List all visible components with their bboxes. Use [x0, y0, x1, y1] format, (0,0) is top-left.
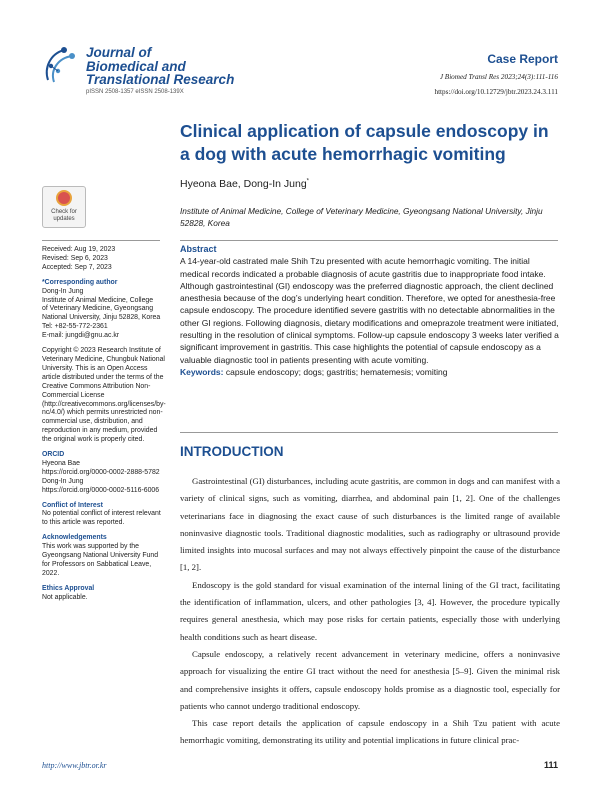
body-paragraph: Endoscopy is the gold standard for visual examination of the internal lining of the GI tract, facilitating the identification of inflammation, ulcers, and other pathologies [3, 4]. However, the procedure typically requires general anesthesia, which may pose risks for certain patients, especially those with underlying health conditions such as heart disease. — [180, 579, 560, 642]
check-updates-line: Check for — [51, 209, 77, 215]
footer-url[interactable]: http://www.jbtr.or.kr — [42, 761, 107, 770]
affiliation: Institute of Animal Medicine, College of Veterinary Medicine, Gyeongsang National University, Jinju 52828, Korea — [180, 206, 543, 228]
ethics-text: Not applicable. — [42, 593, 88, 601]
abstract-text: A 14-year-old castrated male Shih Tzu presented with acute hemorrhagic vomiting. The initial medical records indicated a probable diagnosis of acute gastritis due to inappropriate food intake. Although gastrointestinal (GI) endoscopy was the preferred diagnostic approach, the client declined anesthesia because of the dog’s underlying heart condition. Therefore, we opted for anesthesia-free capsule endoscopy. The procedure identified severe gastritis with no detectable abnormalities in the other GI regions. Following diagnosis, dietary modifications and omeprazole treatment were initiated, resulting in the resolution of clinical symptoms. Follow-up capsule endoscopy 3 weeks later verified a significant improvement in gastritis. This case highlights the potential of capsule endoscopy as a valuable diagnostic tool in patients presenting with acute vomiting. — [180, 256, 559, 365]
keywords — [180, 366, 560, 378]
doi-link[interactable]: https://doi.org/10.12729/jbtr.2023.24.3.111 — [434, 88, 558, 96]
orcid-author: Hyeona Bae — [42, 459, 80, 467]
orcid-heading: ORCID — [42, 451, 65, 459]
journal-logo-icon — [40, 44, 82, 86]
conflict-heading: Conflict of Interest — [42, 501, 103, 509]
corresponding-line: Tel: +82-55-772-2361 — [42, 323, 108, 331]
corresponding-mark: * — [306, 178, 310, 185]
keywords-label: Keywords: — [180, 366, 224, 377]
ethics-section — [42, 585, 166, 603]
sidebar-divider — [42, 240, 160, 241]
conflict-section — [42, 502, 166, 529]
keywords-list: capsule endoscopy; dogs; gastritis; hematemesis; vomiting — [225, 366, 448, 377]
sidebar — [42, 246, 166, 603]
conflict-text: No potential conflict of interest relevant to this article was reported. — [42, 510, 161, 527]
received-date: Received: Aug 19, 2023 — [42, 246, 116, 253]
body-paragraph: Capsule endoscopy, a relatively recent advancement in veterinary medicine, offers a noninvasive approach for visualizing the entire GI tract without the need for anesthesia [5–9]. Given the minimal risk and comprehensive insights it offers, capsule endoscopy holds promise as a diagnostic tool, especially for patients who cannot undergo traditional endoscopy. — [180, 648, 560, 711]
acknowledgements-heading: Acknowledgements — [42, 534, 107, 542]
page-number: 111 — [543, 760, 558, 770]
body-paragraph: This case report details the application of capsule endoscopy in a Shih Tzu patient with acute hemorrhagic vomiting, demonstrating its utility and potential implications in future clinical prac- — [180, 718, 560, 746]
body-paragraph: Gastrointestinal (GI) disturbances, including acute gastritis, are common in dogs and can manifest with a variety of clinical signs, such as vomiting, diarrhea, and abdominal pain [1, 2]. One of the challenges veterinarians face in diagnosing the exact cause of such disturbances is the limited range of available noninvasive diagnostic tools. Traditional diagnostic modalities, such as radiography or ultrasound provide limited insights into mucosal surfaces and may not always effectively pinpoint the cause of the disturbance [1, 2]. — [180, 476, 560, 573]
section-divider — [180, 432, 558, 433]
corresponding-line: Institute of Animal Medicine, College — [42, 296, 154, 304]
check-for-updates-button[interactable] — [42, 186, 86, 228]
journal-name-line: Journal of — [86, 45, 152, 60]
issn: pISSN 2508-1357 eISSN 2508-139X — [86, 89, 184, 95]
article-title: Clinical application of capsule endoscopy in a dog with acute hemorrhagic vomiting — [180, 121, 549, 164]
acknowledgements-text: This work was supported by the Gyeongsang National University Fund for Professors on Sabbatical Leave, 2022. — [42, 543, 159, 577]
abstract — [180, 243, 560, 378]
copyright-notice: Copyright © 2023 Research Institute of Veterinary Medicine, Chungbuk National University. This is an Open Access article distributed under the terms of the Creative Commons Attribution Non-Commercial License (http://creativecommons.org/licenses/by-nc/4.0/) which permits unrestricted non-commercial use, distribution, and reproduction in any medium, provided the original work is properly cited. — [42, 347, 166, 444]
orcid-author: Dong-In Jung — [42, 477, 84, 485]
article-type: Case Report — [487, 52, 558, 66]
corresponding-author-section — [42, 279, 166, 341]
corresponding-line: Dong-In Jung — [42, 287, 84, 295]
corresponding-heading: *Corresponding author — [42, 278, 118, 286]
orcid-link[interactable]: https://orcid.org/0000-0002-2888-5782 — [42, 468, 160, 476]
introduction-body — [180, 473, 560, 750]
orcid-link[interactable]: https://orcid.org/0000-0002-5116-6006 — [42, 486, 160, 494]
journal-name-line: Biomedical and — [86, 58, 186, 74]
abstract-divider — [180, 240, 558, 241]
authors — [180, 178, 309, 190]
revised-date: Revised: Sep 6, 2023 — [42, 254, 108, 262]
accepted-date: Accepted: Sep 7, 2023 — [42, 263, 112, 271]
corresponding-line: of Veterinary Medicine, Gyeongsang — [42, 305, 154, 313]
acknowledgements-section — [42, 534, 166, 579]
journal-name-line: Translational Research — [86, 72, 235, 87]
citation: J Biomed Transl Res 2023;24(3):111-116 — [439, 73, 558, 81]
journal-name — [86, 46, 234, 87]
corresponding-email[interactable]: E-mail: jungdi@gnu.ac.kr — [42, 332, 120, 340]
abstract-heading: Abstract — [180, 244, 217, 254]
author-names: Hyeona Bae, Dong-In Jung — [180, 178, 307, 190]
ethics-heading: Ethics Approval — [42, 584, 95, 592]
orcid-section — [42, 451, 166, 496]
introduction-heading: INTRODUCTION — [180, 444, 284, 459]
check-updates-label — [43, 209, 85, 223]
check-updates-line: updates — [53, 216, 75, 222]
update-badge-icon — [56, 190, 72, 206]
corresponding-line: National University, Jinju 52828, Korea — [42, 314, 161, 322]
